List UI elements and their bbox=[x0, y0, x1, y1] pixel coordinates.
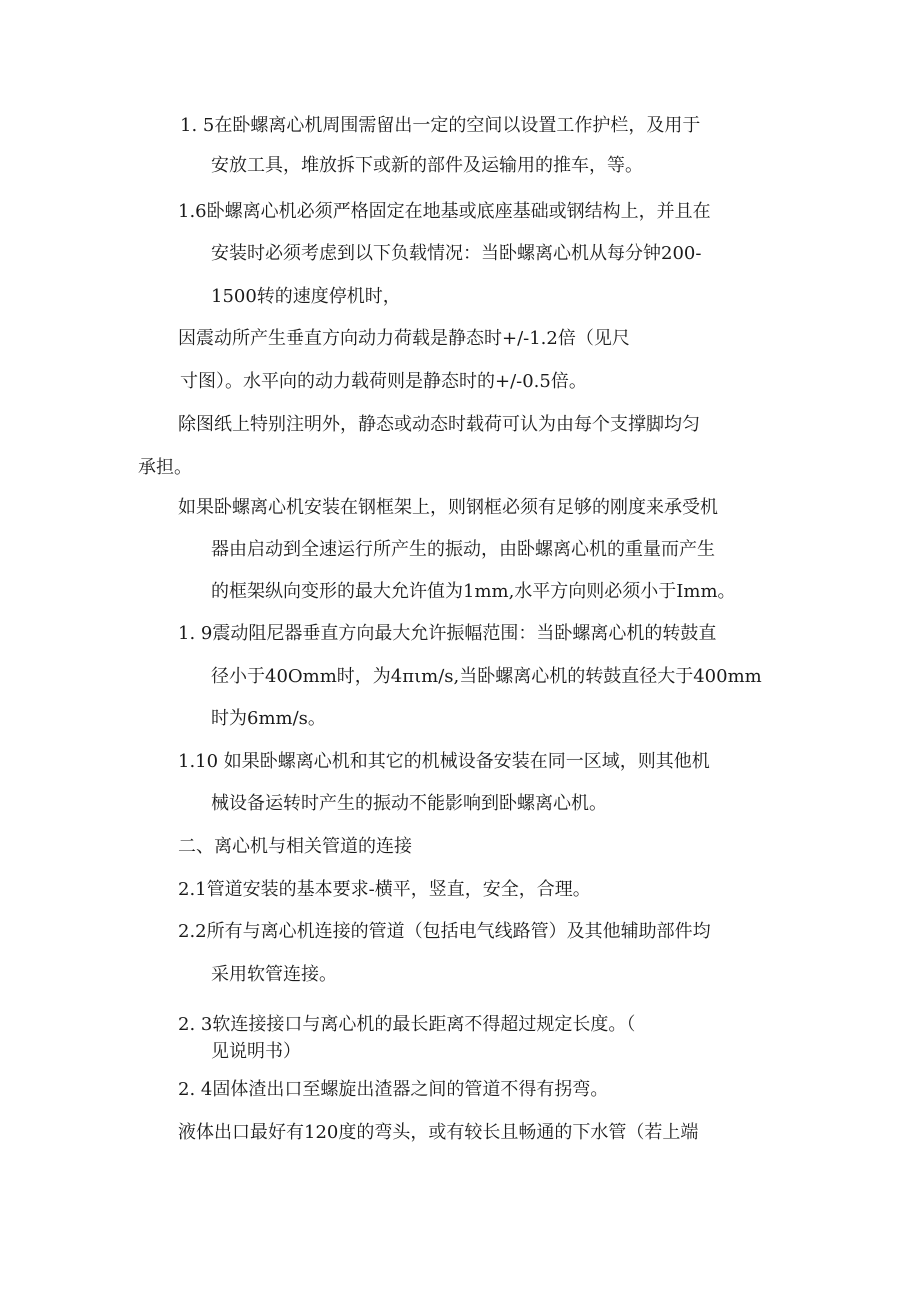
text-line: 1500转的速度停机时， bbox=[211, 286, 401, 307]
text-line: 械设备运转时产生的振动不能影响到卧螺离心机。 bbox=[211, 793, 607, 814]
text-line: 1. 9震动阻尼器垂直方向最大允许振幅范围：当卧螺离心机的转鼓直 bbox=[178, 623, 717, 644]
text-line: 安装时必须考虑到以下负载情况：当卧螺离心机从每分钟200- bbox=[211, 243, 702, 264]
text-line: 2. 3软连接接口与离心机的最长距离不得超过规定长度。（ bbox=[178, 1014, 636, 1035]
text-line: 1.6卧螺离心机必须严格固定在地基或底座基础或钢结构上，并且在 bbox=[178, 201, 711, 222]
text-line: 器由启动到全速运行所产生的振动，由卧螺离心机的重量而产生 bbox=[211, 539, 715, 560]
text-line: 因震动所产生垂直方向动力荷载是静态时+/-1.2倍（见尺 bbox=[178, 328, 630, 349]
text-line: 如果卧螺离心机安装在钢框架上，则钢框必须有足够的刚度来承受机 bbox=[178, 497, 718, 518]
text-line: 的框架纵向变形的最大允许值为1mm,水平方向则必须小于Imm。 bbox=[211, 581, 736, 602]
text-line: 1.10 如果卧螺离心机和其它的机械设备安装在同一区域，则其他机 bbox=[178, 751, 710, 772]
text-line: 1. 5在卧螺离心机周围需留出一定的空间以设置工作护栏，及用于 bbox=[180, 115, 701, 136]
text-line: 寸图）。水平向的动力载荷则是静态时的+/-0.5倍。 bbox=[180, 371, 587, 392]
text-line: 2.2所有与离心机连接的管道（包括电气线路管）及其他辅助部件均 bbox=[178, 921, 711, 942]
text-line: 采用软管连接。 bbox=[211, 964, 337, 985]
section-heading: 二、离心机与相关管道的连接 bbox=[178, 836, 412, 857]
text-line: 承担。 bbox=[138, 457, 192, 478]
text-line: 除图纸上特别注明外，静态或动态时载荷可认为由每个支撑脚均匀 bbox=[178, 414, 700, 435]
text-line: 2.1管道安装的基本要求-横平，竖直，安全，合理。 bbox=[178, 879, 591, 900]
text-line: 时为6mm∕s。 bbox=[211, 708, 326, 729]
text-line: 见说明书） bbox=[211, 1041, 301, 1062]
text-line: 安放工具，堆放拆下或新的部件及运输用的推车，等。 bbox=[211, 155, 643, 176]
text-line: 2. 4固体渣出口至螺旋出渣器之间的管道不得有拐弯。 bbox=[178, 1079, 609, 1100]
text-line: 径小于40Omm时，为4πιm∕s,当卧螺离心机的转鼓直径大于400mm bbox=[211, 666, 762, 687]
text-line: 液体出口最好有120度的弯头，或有较长且畅通的下水管（若上端 bbox=[178, 1122, 699, 1143]
